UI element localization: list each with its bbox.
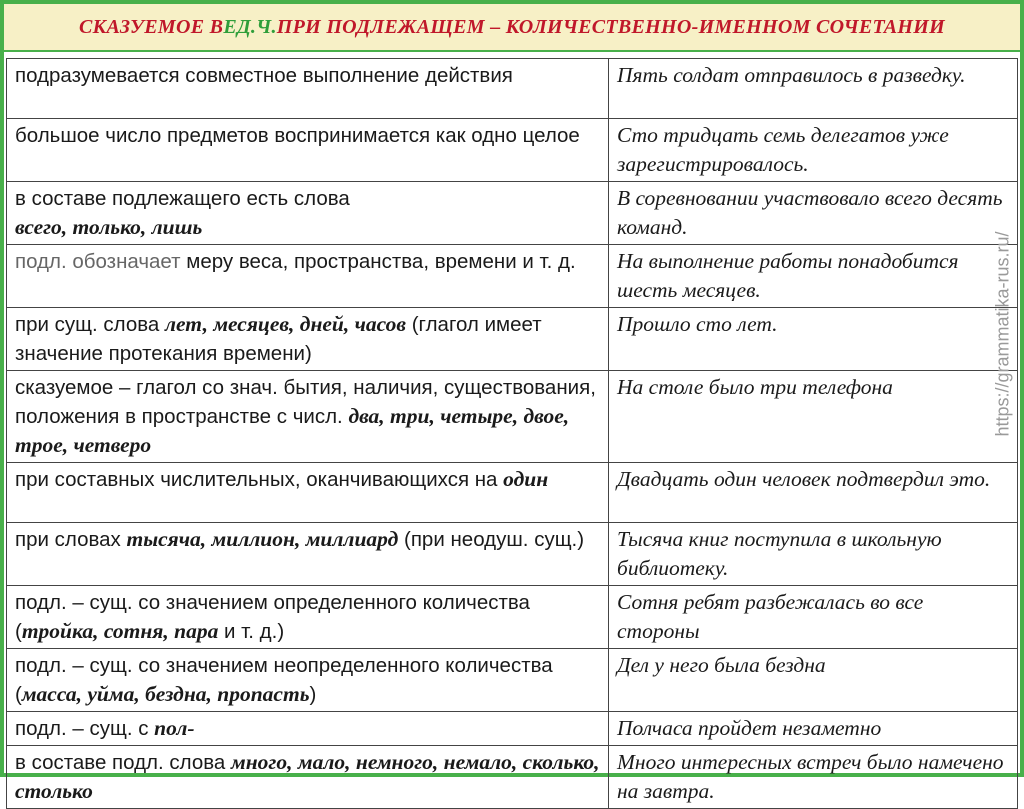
condition-text: при составных числительных, оканчивающихся на [15,468,504,491]
table-row [7,371,1018,463]
example-cell [609,649,1018,712]
example-text: Полчаса пройдет незаметно [617,716,882,740]
table-row [7,59,1018,119]
example-text: Пять солдат отправилось в разведку. [617,63,966,87]
keyword-text: лет, месяцев, дней, часов [165,312,407,336]
rule-condition-cell [7,245,609,308]
table-row [7,523,1018,586]
table-row [7,712,1018,746]
example-text: В соревновании участвовало всего десять команд. [617,186,1003,239]
condition-text: меру веса, пространства, времени и т. д. [186,250,576,273]
table-row [7,182,1018,245]
table-row [7,586,1018,649]
example-cell [609,59,1018,119]
title-part-2: ЕД.Ч. [223,15,277,38]
rule-condition-cell [7,182,609,245]
watermark [992,204,1014,464]
condition-text: (глагол имеет значение протекания времени) [15,313,542,365]
keyword-text: много, мало, немного, немало, сколько, столько [15,750,600,803]
title-part-1: СКАЗУЕМОЕ В [78,15,224,38]
example-text: Дел у него была бездна [617,653,826,677]
table-row [7,245,1018,308]
condition-text: подл. – сущ. с [15,717,155,740]
table-row [7,463,1018,523]
rule-condition-cell [7,308,609,371]
table-row [7,308,1018,371]
example-text: На столе было три телефона [617,375,893,399]
rule-condition-cell [7,59,609,119]
rule-condition-cell [7,712,609,746]
example-cell [609,182,1018,245]
example-cell [609,119,1018,182]
condition-text: большое число предметов воспринимается как одно целое [15,124,580,147]
condition-text: в составе подлежащего есть слова [15,187,350,210]
condition-text: ) [309,683,317,706]
example-cell [609,523,1018,586]
example-text: Тысяча книг поступила в школьную библиотеку. [617,527,942,580]
keyword-text: тройка, сотня, пара [21,619,219,643]
keyword-text: один [503,467,549,491]
watermark-text: https://grammatika-rus.ru/ [992,231,1013,437]
example-cell [609,463,1018,523]
example-text: Двадцать один человек подтвердил это. [617,467,991,491]
example-cell [609,308,1018,371]
condition-text: (при неодуш. сущ.) [398,528,585,551]
rule-condition-cell [7,746,609,809]
condition-text: при словах [15,528,127,551]
title-part-3: ПРИ ПОДЛЕЖАЩЕМ – КОЛИЧЕСТВЕННО-ИМЕННОМ СОЧЕТАНИИ [276,15,946,38]
rule-condition-cell [7,371,609,463]
condition-text: в составе подл. слова [15,751,232,774]
rule-condition-cell [7,119,609,182]
condition-text: подразумевается совместное выполнение действия [15,64,513,87]
example-cell [609,712,1018,746]
example-cell [609,371,1018,463]
example-text: Много интересных встреч было намечено на завтра. [617,750,1004,803]
example-cell [609,245,1018,308]
rule-condition-cell [7,586,609,649]
table-row [7,119,1018,182]
condition-text: подл. – сущ. со значением неопределенного количества ( [15,654,553,706]
table-row [7,746,1018,809]
example-text: Сто тридцать семь делегатов уже зарегистрировалось. [617,123,949,176]
example-text: Прошло сто лет. [617,312,778,336]
keyword-text: два, три, четыре, двое, трое, четверо [15,404,570,457]
example-cell [609,586,1018,649]
keyword-text: пол- [154,716,195,740]
rules-table [6,58,1018,809]
condition-text: при сущ. слова [15,313,166,336]
rule-condition-cell [7,649,609,712]
rule-condition-cell [7,463,609,523]
table-title [4,4,1020,52]
table-row [7,649,1018,712]
rule-condition-cell [7,523,609,586]
keyword-text: масса, уйма, бездна, пропасть [21,682,310,706]
keyword-text: тысяча, миллион, миллиард [126,527,399,551]
condition-text: подл. обозначает [15,250,187,273]
example-cell [609,746,1018,809]
condition-text: сказуемое – глагол со знач. бытия, наличия, существования, положения в пространстве с числ. [15,376,596,428]
rules-table-body [7,59,1018,809]
example-text: На выполнение работы понадобится шесть месяцев. [617,249,959,302]
keyword-text: всего, только, лишь [15,215,203,239]
condition-text: и т. д.) [218,620,285,643]
condition-text: подл. – сущ. со значением определенного количества ( [15,591,530,643]
example-text: Сотня ребят разбежалась во все стороны [617,590,924,643]
